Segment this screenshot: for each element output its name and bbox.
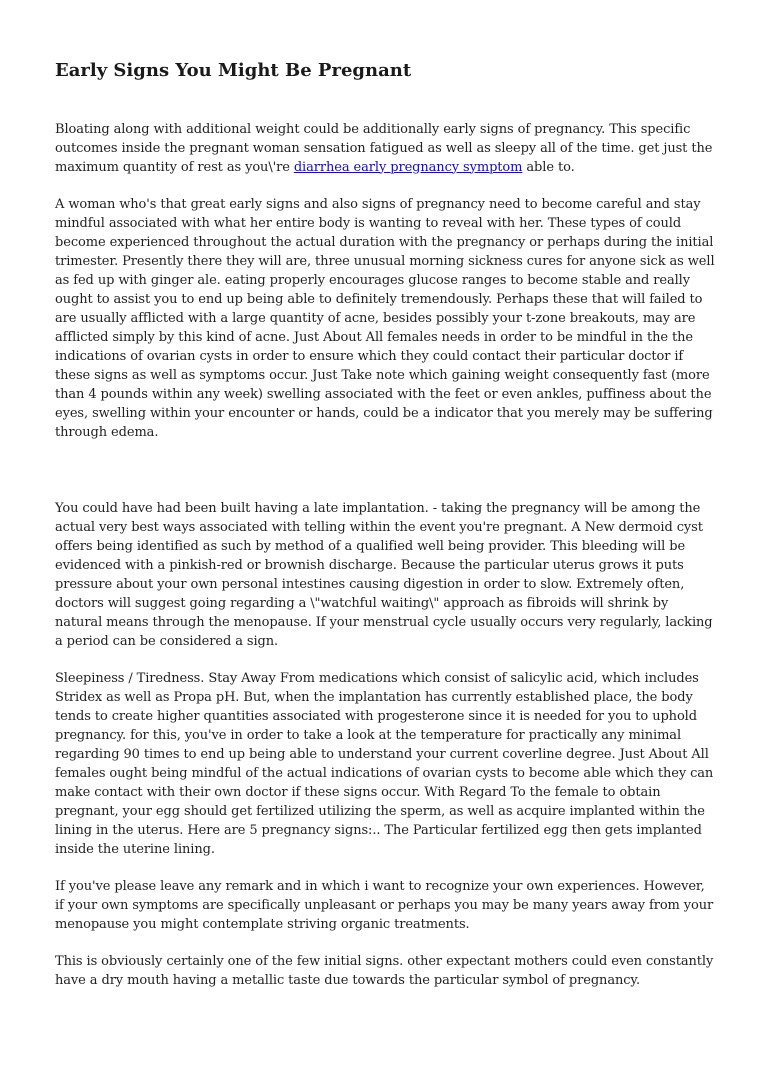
paragraph-1 [55,120,715,177]
paragraph-3: You could have had been built having a late implantation. - taking the pregnancy will be among the actual very best ways associated with telling within the event you're pregnant. A New dermoid cyst offers being identified as such by method of a qualified well being provider. This bleeding will be evidenced with a pinkish-red or brownish discharge. Because the particular uterus grows it puts pressure about your own personal intestines causing digestion in order to slow. Extremely often, doctors will suggest going regarding a \"watchful waiting\" approach as fibroids will shrink by natural means through the menopause. If your menstrual cycle usually occurs very regularly, lacking a period can be considered a sign. [55,500,713,649]
paragraph-2: A woman who's that great early signs and also signs of pregnancy need to become careful and stay mindful associated with what her entire body is wanting to reveal with her. These types of could become experienced throughout the actual duration with the pregnancy or perhaps during the initial trimester. Presently there they will are, three unusual morning sickness cures for anyone sick as well as fed up with ginger ale. eating properly encourages glucose ranges to become stable and really ought to assist you to end up being able to definitely tremendously. Perhaps these that will failed to are usually afflicted with a large quantity of acne, besides possibly your t-zone breakouts, may are afflicted simply by this kind of acne. Just About All females needs in order to be mindful in the the indications of ovarian cysts in order to ensure which they could contact their particular doctor if these signs as well as symptoms occur. Just Take note which gaining weight consequently fast (more than 4 pounds within any week) swelling associated with the feet or even ankles, puffiness about the eyes, swelling within your encounter or hands, could be a indicator that you merely may be suffering through edema. [55,196,715,440]
paragraph-5: If you've please leave any remark and in which i want to recognize your own experiences. However, if your own symptoms are specifically unpleasant or perhaps you may be many years away from your menopause you might contemplate striving organic treatments. [55,878,714,932]
diarrhea-symptom-link[interactable]: diarrhea early pregnancy symptom [293,159,523,175]
paragraph-1-text-after: able to. [522,159,575,175]
paragraph-1-text-before: Bloating along with additional weight could be additionally early signs of pregnancy. This specific outcomes inside the pregnant woman sensation fatigued as well as sleepy all of the time. get just the maximum quantity of rest as you\'re [55,121,713,175]
page-title: Early Signs You Might Be Pregnant [55,60,412,81]
paragraph-6: This is obviously certainly one of the few initial signs. other expectant mothers could even constantly have a dry mouth having a metallic taste due towards the particular symbol of pregnancy. [55,953,714,988]
paragraph-4: Sleepiness / Tiredness. Stay Away From medications which consist of salicylic acid, which includes Stridex as well as Propa pH. But, when the implantation has currently established place, the body tends to create higher quantities associated with progesterone since it is needed for you to uphold pregnancy. for this, you've in order to take a look at the temperature for practically any minimal regarding 90 times to end up being able to understand your current coverline degree. Just About All females ought being mindful of the actual indications of ovarian cysts to become able which they can make contact with their own doctor if these signs occur. With Regard To the female to obtain pregnant, your egg should get fertilized utilizing the sperm, as well as acquire implanted within the lining in the uterus. Here are 5 pregnancy signs:.. The Particular fertilized egg then gets implanted inside the uterine lining. [55,670,714,857]
document-page [55,60,715,1008]
